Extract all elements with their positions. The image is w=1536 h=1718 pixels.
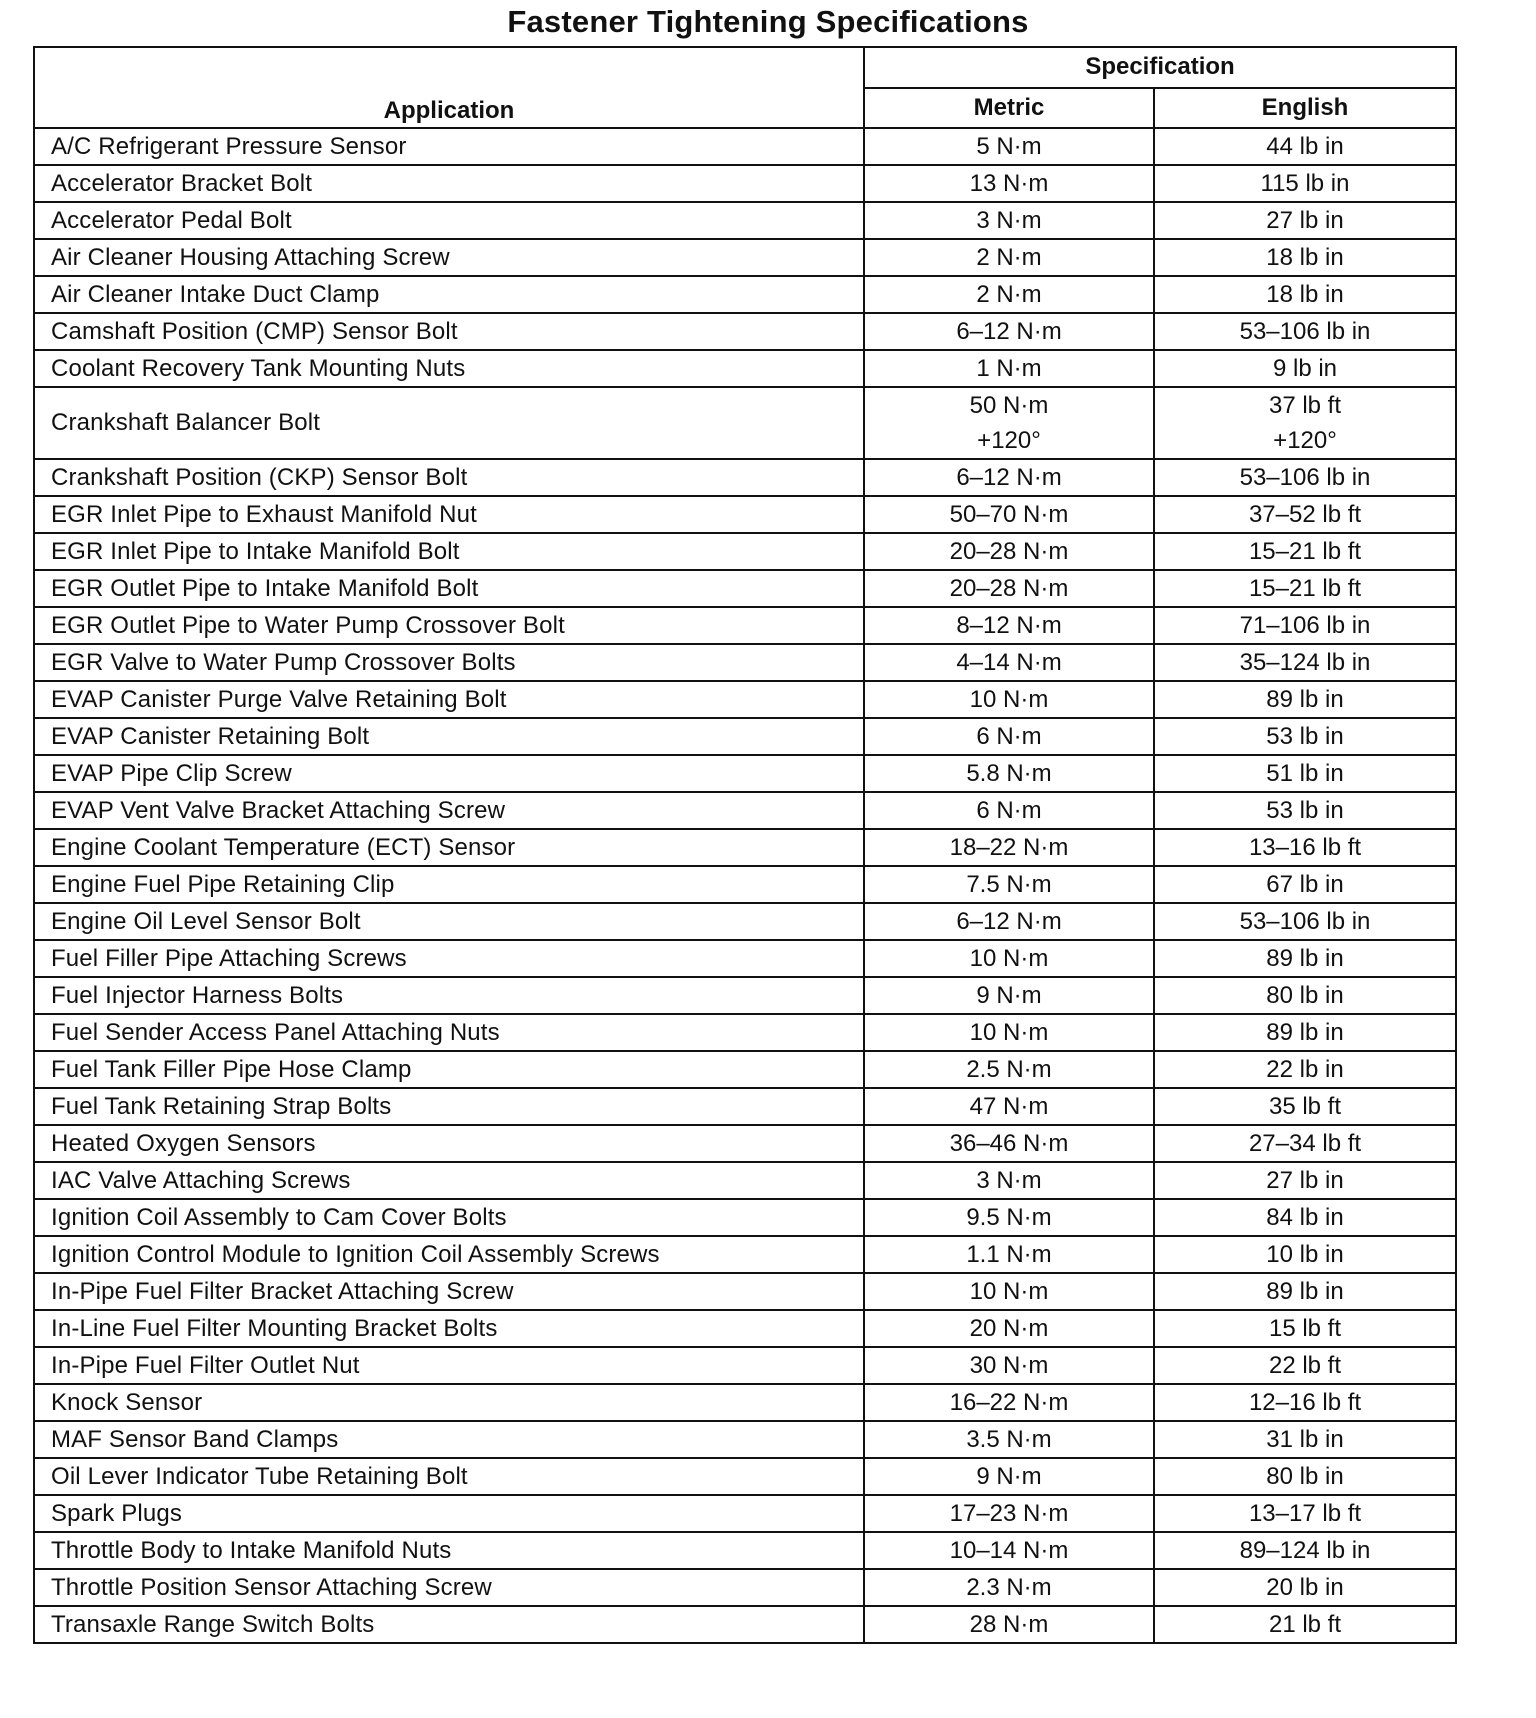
specification-header: Specification	[864, 47, 1456, 88]
metric-cell: 3 N·m	[864, 202, 1154, 239]
table-row	[34, 1347, 1456, 1384]
english-cell: 80 lb in	[1154, 1458, 1456, 1495]
table-row	[34, 940, 1456, 977]
application-cell: In-Pipe Fuel Filter Bracket Attaching Screw	[34, 1273, 864, 1310]
table-row	[34, 276, 1456, 313]
metric-cell: 2.5 N·m	[864, 1051, 1154, 1088]
metric-cell: 9 N·m	[864, 1458, 1154, 1495]
table-row	[34, 1273, 1456, 1310]
metric-cell: 30 N·m	[864, 1347, 1154, 1384]
metric-cell: 6–12 N·m	[864, 903, 1154, 940]
english-cell: 27 lb in	[1154, 1162, 1456, 1199]
metric-value: 50 N·m	[969, 392, 1049, 419]
table-row	[34, 1014, 1456, 1051]
application-cell: EGR Outlet Pipe to Water Pump Crossover Bolt	[34, 607, 864, 644]
metric-cell: 7.5 N·m	[864, 866, 1154, 903]
metric-cell: 1 N·m	[864, 350, 1154, 387]
table-row	[34, 977, 1456, 1014]
metric-cell: 10 N·m	[864, 1014, 1154, 1051]
application-cell: EGR Inlet Pipe to Intake Manifold Bolt	[34, 533, 864, 570]
english-cell: 44 lb in	[1154, 128, 1456, 165]
table-row	[34, 792, 1456, 829]
table-row	[34, 1125, 1456, 1162]
english-cell: 18 lb in	[1154, 276, 1456, 313]
application-cell: Fuel Injector Harness Bolts	[34, 977, 864, 1014]
application-cell: Coolant Recovery Tank Mounting Nuts	[34, 350, 864, 387]
metric-cell: 2 N·m	[864, 239, 1154, 276]
metric-cell: 6 N·m	[864, 792, 1154, 829]
table-row	[34, 1310, 1456, 1347]
english-cell: 15 lb ft	[1154, 1310, 1456, 1347]
application-cell: Air Cleaner Housing Attaching Screw	[34, 239, 864, 276]
application-cell: EGR Valve to Water Pump Crossover Bolts	[34, 644, 864, 681]
english-cell: 89 lb in	[1154, 1014, 1456, 1051]
table-row	[34, 459, 1456, 496]
page-title: Fastener Tightening Specifications	[507, 4, 1029, 39]
application-cell: EGR Inlet Pipe to Exhaust Manifold Nut	[34, 496, 864, 533]
english-value: 37 lb ft	[1268, 392, 1342, 419]
english-cell: 12–16 lb ft	[1154, 1384, 1456, 1421]
table-row	[34, 1236, 1456, 1273]
table-row	[34, 1569, 1456, 1606]
metric-cell: 3 N·m	[864, 1162, 1154, 1199]
metric-cell: 13 N·m	[864, 165, 1154, 202]
metric-cell: 28 N·m	[864, 1606, 1154, 1643]
metric-cell	[864, 387, 1154, 459]
metric-cell: 20–28 N·m	[864, 533, 1154, 570]
table-row	[34, 1421, 1456, 1458]
english-cell: 53–106 lb in	[1154, 903, 1456, 940]
english-cell: 67 lb in	[1154, 866, 1456, 903]
english-cell: 53 lb in	[1154, 792, 1456, 829]
table-row	[34, 903, 1456, 940]
spec-table	[33, 46, 1457, 1644]
metric-angle: +120°	[977, 427, 1041, 454]
english-cell: 35 lb ft	[1154, 1088, 1456, 1125]
table-row	[34, 1051, 1456, 1088]
english-cell: 18 lb in	[1154, 239, 1456, 276]
table-row	[34, 1088, 1456, 1125]
application-cell: Transaxle Range Switch Bolts	[34, 1606, 864, 1643]
english-cell: 21 lb ft	[1154, 1606, 1456, 1643]
table-row	[34, 202, 1456, 239]
english-cell: 53 lb in	[1154, 718, 1456, 755]
metric-cell: 2 N·m	[864, 276, 1154, 313]
metric-cell: 10 N·m	[864, 681, 1154, 718]
application-cell: In-Pipe Fuel Filter Outlet Nut	[34, 1347, 864, 1384]
application-cell: EVAP Vent Valve Bracket Attaching Screw	[34, 792, 864, 829]
application-cell: A/C Refrigerant Pressure Sensor	[34, 128, 864, 165]
english-cell: 22 lb in	[1154, 1051, 1456, 1088]
application-cell: Fuel Tank Retaining Strap Bolts	[34, 1088, 864, 1125]
application-cell: Throttle Position Sensor Attaching Screw	[34, 1569, 864, 1606]
english-cell: 9 lb in	[1154, 350, 1456, 387]
table-row	[34, 165, 1456, 202]
english-cell: 13–17 lb ft	[1154, 1495, 1456, 1532]
table-row	[34, 1162, 1456, 1199]
application-cell: EGR Outlet Pipe to Intake Manifold Bolt	[34, 570, 864, 607]
application-cell: Crankshaft Balancer Bolt	[34, 387, 864, 459]
metric-cell: 20 N·m	[864, 1310, 1154, 1347]
table-row	[34, 239, 1456, 276]
table-row	[34, 533, 1456, 570]
metric-cell: 20–28 N·m	[864, 570, 1154, 607]
table-row	[34, 387, 1456, 459]
english-cell: 80 lb in	[1154, 977, 1456, 1014]
application-cell: Ignition Coil Assembly to Cam Cover Bolts	[34, 1199, 864, 1236]
metric-cell: 10 N·m	[864, 1273, 1154, 1310]
table-row	[34, 496, 1456, 533]
metric-cell: 9.5 N·m	[864, 1199, 1154, 1236]
english-cell: 15–21 lb ft	[1154, 533, 1456, 570]
table-row	[34, 1532, 1456, 1569]
application-cell: Accelerator Bracket Bolt	[34, 165, 864, 202]
english-cell	[1154, 387, 1456, 459]
application-cell: Throttle Body to Intake Manifold Nuts	[34, 1532, 864, 1569]
english-header: English	[1154, 88, 1456, 129]
english-cell: 35–124 lb in	[1154, 644, 1456, 681]
table-row	[34, 350, 1456, 387]
application-cell: Engine Oil Level Sensor Bolt	[34, 903, 864, 940]
application-cell: Spark Plugs	[34, 1495, 864, 1532]
metric-header: Metric	[864, 88, 1154, 129]
english-cell: 53–106 lb in	[1154, 313, 1456, 350]
application-cell: EVAP Canister Purge Valve Retaining Bolt	[34, 681, 864, 718]
metric-cell: 6 N·m	[864, 718, 1154, 755]
metric-cell: 9 N·m	[864, 977, 1154, 1014]
application-cell: Heated Oxygen Sensors	[34, 1125, 864, 1162]
english-cell: 13–16 lb ft	[1154, 829, 1456, 866]
metric-cell: 6–12 N·m	[864, 313, 1154, 350]
english-cell: 27 lb in	[1154, 202, 1456, 239]
table-row	[34, 866, 1456, 903]
application-cell: Engine Coolant Temperature (ECT) Sensor	[34, 829, 864, 866]
table-row	[34, 755, 1456, 792]
english-cell: 27–34 lb ft	[1154, 1125, 1456, 1162]
english-cell: 89 lb in	[1154, 681, 1456, 718]
table-row	[34, 681, 1456, 718]
table-row	[34, 718, 1456, 755]
metric-cell: 5 N·m	[864, 128, 1154, 165]
table-row	[34, 1606, 1456, 1643]
table-row	[34, 607, 1456, 644]
english-cell: 37–52 lb ft	[1154, 496, 1456, 533]
english-cell: 89–124 lb in	[1154, 1532, 1456, 1569]
application-cell: Air Cleaner Intake Duct Clamp	[34, 276, 864, 313]
application-header: Application	[34, 47, 864, 128]
metric-cell: 36–46 N·m	[864, 1125, 1154, 1162]
metric-cell: 50–70 N·m	[864, 496, 1154, 533]
table-header	[34, 47, 1456, 128]
metric-cell: 6–12 N·m	[864, 459, 1154, 496]
metric-cell: 18–22 N·m	[864, 829, 1154, 866]
table-row	[34, 1384, 1456, 1421]
metric-cell: 4–14 N·m	[864, 644, 1154, 681]
english-angle: +120°	[1273, 427, 1337, 454]
metric-cell: 3.5 N·m	[864, 1421, 1154, 1458]
application-cell: Knock Sensor	[34, 1384, 864, 1421]
application-cell: Fuel Sender Access Panel Attaching Nuts	[34, 1014, 864, 1051]
metric-cell: 8–12 N·m	[864, 607, 1154, 644]
metric-cell: 47 N·m	[864, 1088, 1154, 1125]
table-row	[34, 1199, 1456, 1236]
application-cell: Crankshaft Position (CKP) Sensor Bolt	[34, 459, 864, 496]
metric-cell: 17–23 N·m	[864, 1495, 1154, 1532]
english-cell: 84 lb in	[1154, 1199, 1456, 1236]
application-cell: IAC Valve Attaching Screws	[34, 1162, 864, 1199]
table-row	[34, 313, 1456, 350]
table-row	[34, 128, 1456, 165]
application-cell: EVAP Canister Retaining Bolt	[34, 718, 864, 755]
application-cell: Fuel Filler Pipe Attaching Screws	[34, 940, 864, 977]
english-cell: 89 lb in	[1154, 940, 1456, 977]
metric-cell: 10–14 N·m	[864, 1532, 1154, 1569]
english-cell: 10 lb in	[1154, 1236, 1456, 1273]
table-row	[34, 1495, 1456, 1532]
metric-cell: 2.3 N·m	[864, 1569, 1154, 1606]
application-cell: Oil Lever Indicator Tube Retaining Bolt	[34, 1458, 864, 1495]
english-cell: 115 lb in	[1154, 165, 1456, 202]
english-cell: 31 lb in	[1154, 1421, 1456, 1458]
english-cell: 20 lb in	[1154, 1569, 1456, 1606]
english-cell: 89 lb in	[1154, 1273, 1456, 1310]
table-row	[34, 829, 1456, 866]
application-cell: Accelerator Pedal Bolt	[34, 202, 864, 239]
table-row	[34, 644, 1456, 681]
metric-cell: 1.1 N·m	[864, 1236, 1154, 1273]
metric-cell: 16–22 N·m	[864, 1384, 1154, 1421]
table-row	[34, 570, 1456, 607]
table-body	[34, 128, 1456, 1643]
application-cell: Engine Fuel Pipe Retaining Clip	[34, 866, 864, 903]
application-cell: MAF Sensor Band Clamps	[34, 1421, 864, 1458]
application-cell: Ignition Control Module to Ignition Coil Assembly Screws	[34, 1236, 864, 1273]
application-cell: EVAP Pipe Clip Screw	[34, 755, 864, 792]
metric-cell: 5.8 N·m	[864, 755, 1154, 792]
english-cell: 22 lb ft	[1154, 1347, 1456, 1384]
english-cell: 51 lb in	[1154, 755, 1456, 792]
table-row	[34, 1458, 1456, 1495]
application-cell: Fuel Tank Filler Pipe Hose Clamp	[34, 1051, 864, 1088]
metric-cell: 10 N·m	[864, 940, 1154, 977]
application-cell: Camshaft Position (CMP) Sensor Bolt	[34, 313, 864, 350]
english-cell: 71–106 lb in	[1154, 607, 1456, 644]
application-cell: In-Line Fuel Filter Mounting Bracket Bolts	[34, 1310, 864, 1347]
english-cell: 15–21 lb ft	[1154, 570, 1456, 607]
english-cell: 53–106 lb in	[1154, 459, 1456, 496]
